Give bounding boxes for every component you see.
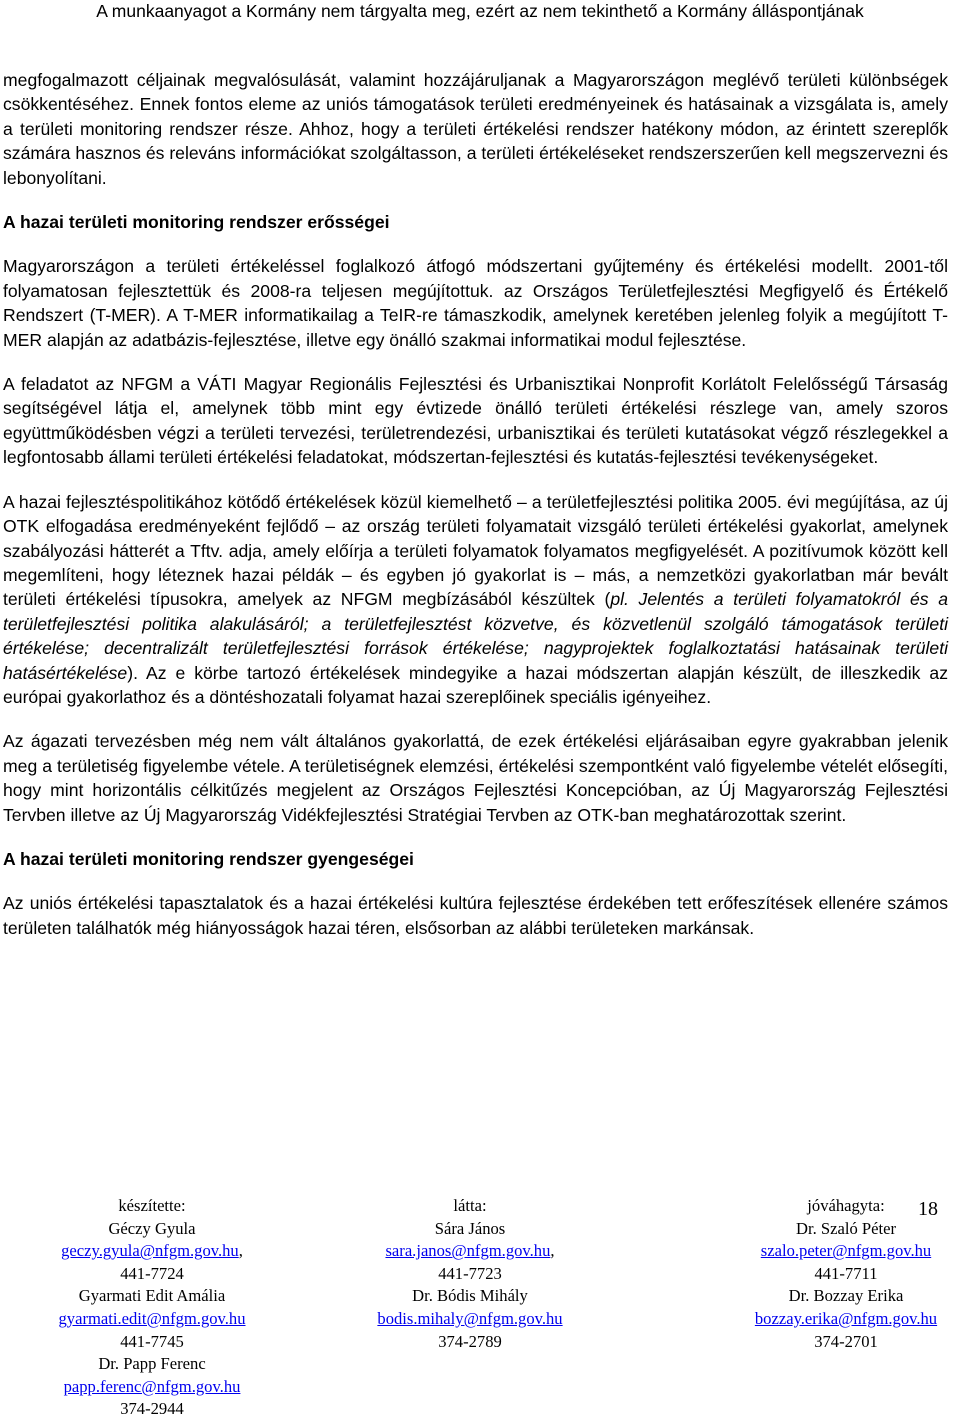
paragraph-intro: megfogalmazott céljainak megvalósulását, valamint hozzájáruljanak a Magyarországon meglévő területi különbségek csökkentéséhez. Ennek fontos eleme az uniós támogatások területi eredményeinek és hatásainak a vizsgálata is, amely a területi monitoring rendszer része. Ahhoz, hogy a területi értékelési rendszer hatékony módon, az érintett szereplők számára hasznos és releváns információkat szolgáltasson, a területi értékeléseket rendszerszerűen kell megszervezni és lebonyolítani. xyxy=(3,70,948,188)
author-email-link[interactable]: gyarmati.edit@nfgm.gov.hu xyxy=(58,1308,246,1328)
prepared-label: készítette: xyxy=(118,1196,186,1215)
footer-reviewed-by xyxy=(356,1195,584,1353)
approver-email-line xyxy=(732,1308,960,1331)
approver-name: Dr. Szaló Péter xyxy=(796,1218,896,1238)
paragraph-sectoral: Az ágazati tervezésben még nem vált általános gyakorlattá, de ezek értékelési eljárásaiban egyre gyakrabban jelenik meg a területiség figyelembe vétele. A területiségnek elemzési, értékelési szempontként való figyelembe vételét elősegíti, hogy mint horizontális célkitűzés megjelent az Országos Fejlesztési Koncepcióban, az Új Magyarország Fejlesztési Tervben illetve az Új Magyarország Vidékfejlesztési Stratégiai Tervben az OTK-ban meghatározottak szerint. xyxy=(3,731,948,825)
author-email-line xyxy=(38,1240,266,1263)
reviewer-name: Dr. Bódis Mihály xyxy=(412,1286,528,1306)
paragraph-tmer: Magyarországon a területi értékeléssel foglalkozó átfogó módszertani gyűjtemény és értékelési modellt. 2001-től folyamatosan fejlesztettük és 2008-ra teljesen megújítottuk. az Országos Területfejlesztési Megfigyelő és Értékelő Rendszert (T-MER). A T-MER informatikailag a TeIR-re támaszkodik, amelynek keretében jelenleg folyik a megújított T-MER alapján az adatbázis-fejlesztése, illetve egy önálló szakmai informatikai modul fejlesztése. xyxy=(3,256,948,350)
reviewer-email-line xyxy=(356,1308,584,1331)
heading-weaknesses: A hazai területi monitoring rendszer gyengeségei xyxy=(3,848,414,869)
policy-text-a: A hazai fejlesztéspolitikához kötődő értékelések közül kiemelhető – a területfejlesztési politika 2005. évi megújítása, az új OTK elfogadása eredményeként fejlődő – az ország területi folyamatait vizsgáló területi értékelési gyakorlat, amelynek szabályozási hátterét a Tftv. adja, amely előírja a területi folyamatok folyamatos megfigyelését. A pozitívumok között kell megemlíteni, hogy léteznek hazai példák – és egyben jó gyakorlat is – más, a nemzetközi gyakorlatban már bevált területi értékelési típusokra, amelyek az NFGM megbízásából készültek ( xyxy=(3,491,948,610)
page-number: 18 xyxy=(918,1198,938,1220)
document-body xyxy=(3,68,948,940)
reviewer-name: Sára János xyxy=(434,1218,506,1238)
approver-email-link[interactable]: bozzay.erika@nfgm.gov.hu xyxy=(754,1308,938,1328)
approver-email-link[interactable]: szalo.peter@nfgm.gov.hu xyxy=(760,1241,932,1261)
author-email-line xyxy=(38,1308,266,1331)
approver-name: Dr. Bozzay Erika xyxy=(788,1286,904,1306)
author-phone: 441-7724 xyxy=(120,1263,184,1283)
comma: , xyxy=(550,1241,555,1261)
approver-email-line xyxy=(732,1240,960,1263)
paragraph-vati: A feladatot az NFGM a VÁTI Magyar Regionális Fejlesztési és Urbanisztikai Nonprofit Korlátolt Felelősségű Társaság segítségével látja el, amelynek több mint egy évtizede önálló területi értékelési részlege van, amely szoros együttműködésben végzi a területi tervezési, területrendezési, urbanisztikai és területi kutatásokat végző részlegekkel a legfontosabb állami területi értékelési feladatokat, módszertan-fejlesztési és kutatás-fejlesztési tevékenységeket. xyxy=(3,374,948,468)
author-phone: 374-2944 xyxy=(120,1399,184,1419)
page-header: A munkaanyagot a Kormány nem tárgyalta meg, ezért az nem tekinthető a Kormány álláspontjának xyxy=(96,1,864,21)
author-email-link[interactable]: geczy.gyula@nfgm.gov.hu xyxy=(61,1241,239,1261)
paragraph-weaknesses: Az uniós értékelési tapasztalatok és a hazai értékelési kultúra fejlesztése érdekében tett erőfeszítések ellenére számos területen találhatók még hiányosságok hazai téren, elsősorban az alábbi területeken markánsak. xyxy=(3,893,948,938)
approved-label: jóváhagyta: xyxy=(807,1196,885,1215)
reviewer-email-link[interactable]: sara.janos@nfgm.gov.hu xyxy=(385,1241,551,1261)
heading-strengths: A hazai területi monitoring rendszer erősségei xyxy=(3,212,390,233)
footer-prepared-by xyxy=(38,1195,266,1421)
policy-text-b: ). Az e körbe tartozó értékelések mindegyike a hazai módszertan alapján készült, de illeszkedik az európai gyakorlathoz és a döntéshozatali folyamat hazai szereplőinek speciális igényeihez. xyxy=(3,662,948,707)
author-name: Géczy Gyula xyxy=(108,1218,196,1238)
policy-text-italic: pl. Jelentés a területi folyamatokról és a területfejlesztési politika alakulásáról; a területfejlesztést közvetve, és közvetlenül szolgáló támogatások területi értékelése; decentralizált területfejlesztési források értékelése; nagyprojektek foglalkoztatási hatásainak területi hatásértékelése xyxy=(3,589,948,683)
reviewer-email-line xyxy=(356,1240,584,1263)
reviewer-phone: 441-7723 xyxy=(438,1263,502,1283)
author-email-line xyxy=(38,1376,266,1399)
reviewer-phone: 374-2789 xyxy=(438,1331,502,1351)
comma: , xyxy=(238,1241,243,1261)
approver-phone: 374-2701 xyxy=(814,1331,878,1351)
paragraph-policy xyxy=(3,490,948,710)
approver-phone: 441-7711 xyxy=(814,1263,878,1283)
author-name: Gyarmati Edit Amália xyxy=(78,1286,226,1306)
reviewer-email-link[interactable]: bodis.mihaly@nfgm.gov.hu xyxy=(377,1308,563,1328)
reviewed-label: látta: xyxy=(453,1196,487,1215)
author-phone: 441-7745 xyxy=(120,1331,184,1351)
author-email-link[interactable]: papp.ferenc@nfgm.gov.hu xyxy=(63,1376,241,1396)
author-name: Dr. Papp Ferenc xyxy=(98,1354,206,1374)
